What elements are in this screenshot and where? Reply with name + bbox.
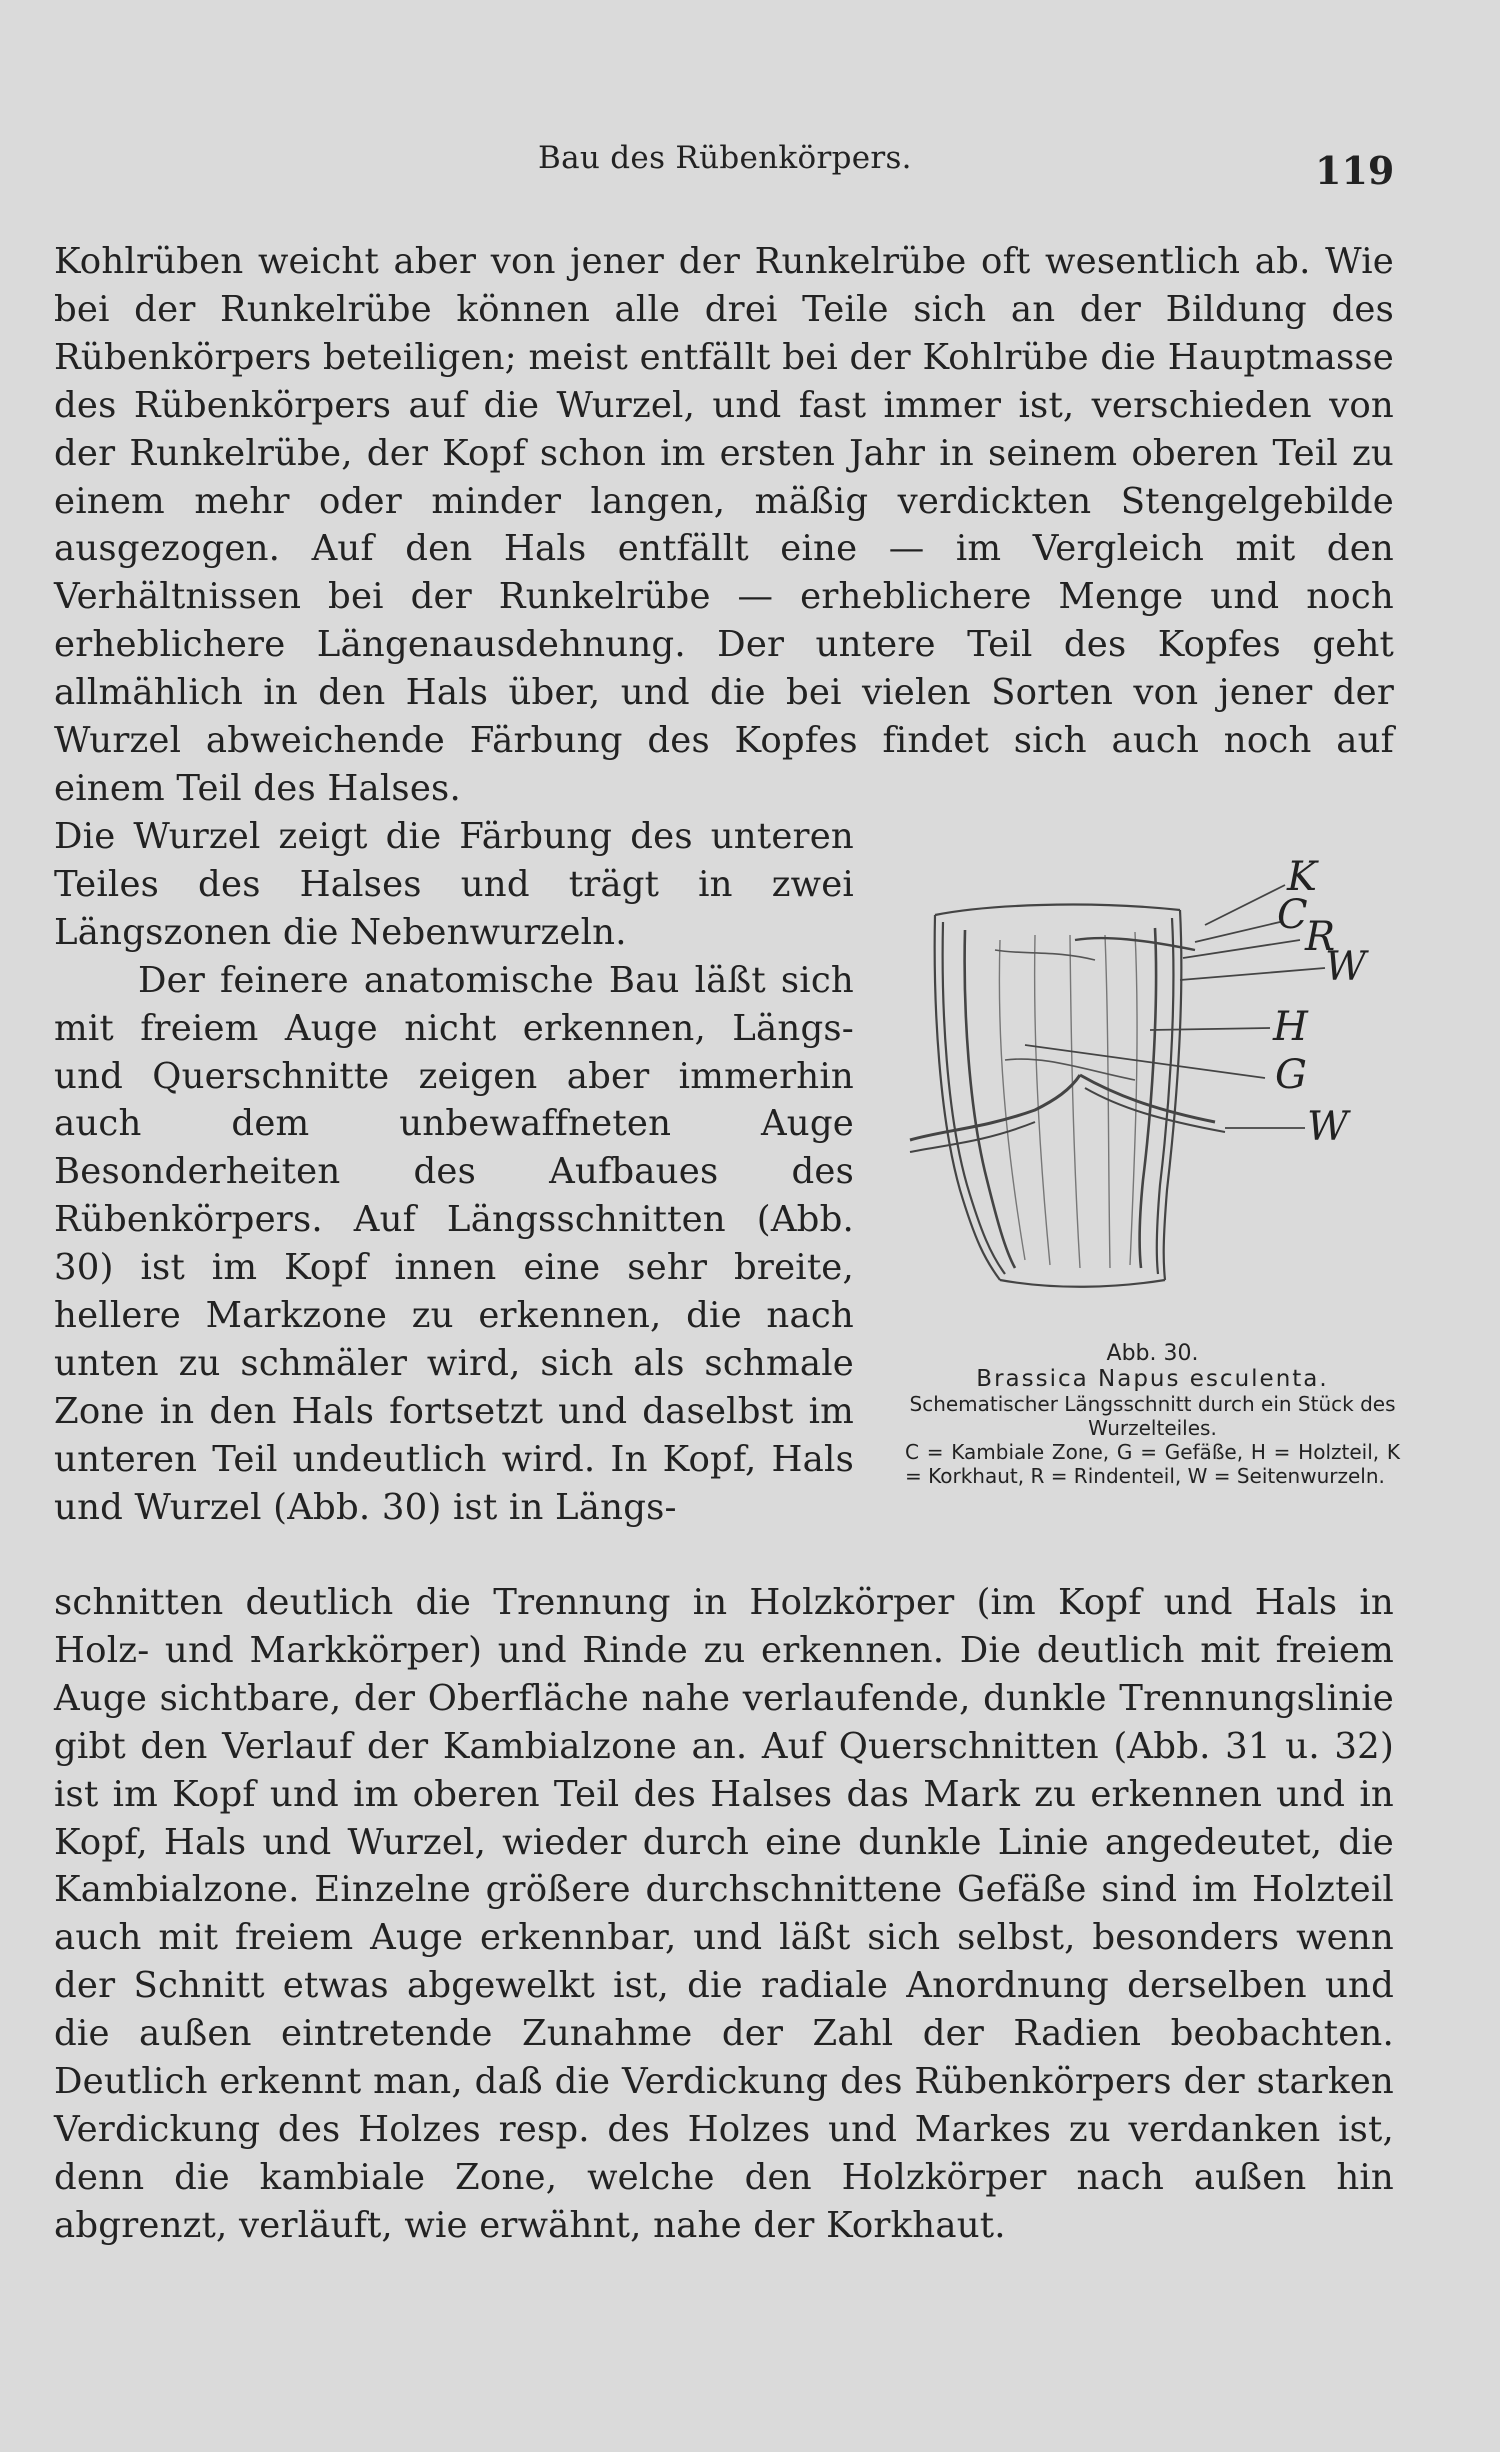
figure-label-c: C (1277, 892, 1308, 938)
paragraph-wrap-2: Der feinere anatomische Bau läßt sich mit freiem Auge nicht erkennen, Längs- und Querschnitte zeigen aber immerhin auch dem unbewaffneten Auge Besonderheiten des Aufbaues des Rübenkörpers. Auf Längsschnitten (Abb. 30) ist im Kopf innen eine sehr breite, hellere Markzone zu erkennen, die nach unten zu schmäler wird, sich als schmale Zone in den Hals fortsetzt und daselbst im unteren Teil undeutlich wird. In Kopf, Hals und Wurzel (Abb. 30) ist in Längs- (54, 959, 854, 1528)
figure-label-k: K (1287, 860, 1317, 900)
paragraph-top: Kohlrüben weicht aber von jener der Runkelrübe oft wesentlich ab. Wie bei der Runkelrübe können alle drei Teile sich an der Bildung des Rübenkörpers beteiligen; meist entfällt bei der Kohlrübe die Hauptmasse des Rübenkörpers auf die Wurzel, und fast immer ist, verschieden von der Runkelrübe, der Kopf schon im ersten Jahr in seinem oberen Teil zu einem mehr oder minder langen, mäßig verdickten Stengelgebilde ausgezogen. Auf den Hals entfällt eine — im Vergleich mit den Verhältnissen bei der Runkelrübe — erheblichere Menge und noch erheblichere Längenausdehnung. Der untere Teil des Kopfes geht allmählich in den Hals über, und die bei vielen Sorten von jener der Wurzel abweichende Färbung des Kopfes findet sich auch noch auf einem Teil des Halses. (54, 241, 1394, 809)
figure-caption (905, 1341, 1400, 1488)
figure-number: Abb. 30. (1106, 1341, 1199, 1366)
figure-label-w-top: W (1325, 944, 1367, 990)
figure-description: Schematischer Längsschnitt durch ein Stück des Wurzelteiles. (909, 1392, 1396, 1440)
figure-abb-30 (905, 860, 1400, 1488)
figure-species: Brassica Napus esculenta. (976, 1366, 1329, 1392)
figure-legend: C = Kambiale Zone, G = Gefäße, H = Holzteil, K = Korkhaut, R = Rindenteil, W = Seitenwurzeln. (905, 1440, 1400, 1488)
paragraph-wrapped (54, 813, 854, 1532)
paragraph-wrap-1: Die Wurzel zeigt die Färbung des unteren Teiles des Halses und trägt in zwei Längszonen die Nebenwurzeln. (54, 816, 854, 953)
page-number: 119 (1315, 148, 1395, 193)
figure-label-g: G (1275, 1052, 1307, 1098)
figure-label-r: R (1305, 914, 1336, 960)
figure-label-h: H (1273, 1004, 1308, 1050)
turnip-longitudinal-section-illustration (905, 860, 1400, 1335)
paragraph-bottom: schnitten deutlich die Trennung in Holzkörper (im Kopf und Hals in Holz- und Markkörper) und Rinde zu erkennen. Die deutlich mit freiem Auge sichtbare, der Oberfläche nahe verlaufende, dunkle Trennungslinie gibt den Verlauf der Kambialzone an. Auf Querschnitten (Abb. 31 u. 32) ist im Kopf und im oberen Teil des Halses das Mark zu erkennen und in Kopf, Hals und Wurzel, wieder durch eine dunkle Linie angedeutet, die Kambialzone. Einzelne größere durchschnittene Gefäße sind im Holzteil auch mit freiem Auge erkennbar, und läßt sich selbst, besonders wenn der Schnitt etwas abgewelkt ist, die radiale Anordnung derselben und die außen eintretende Zunahme der Zahl der Radien beobachten. Deutlich erkennt man, daß die Verdickung des Rübenkörpers der starken Verdickung des Holzes resp. des Holzes und Markes zu verdanken ist, denn die kambiale Zone, welche den Holzkörper nach außen hin abgrenzt, verläuft, wie erwähnt, nahe der Korkhaut. (54, 1582, 1394, 2246)
figure-label-w-bottom: W (1307, 1104, 1349, 1150)
running-title: Bau des Rübenkörpers. (538, 140, 912, 176)
